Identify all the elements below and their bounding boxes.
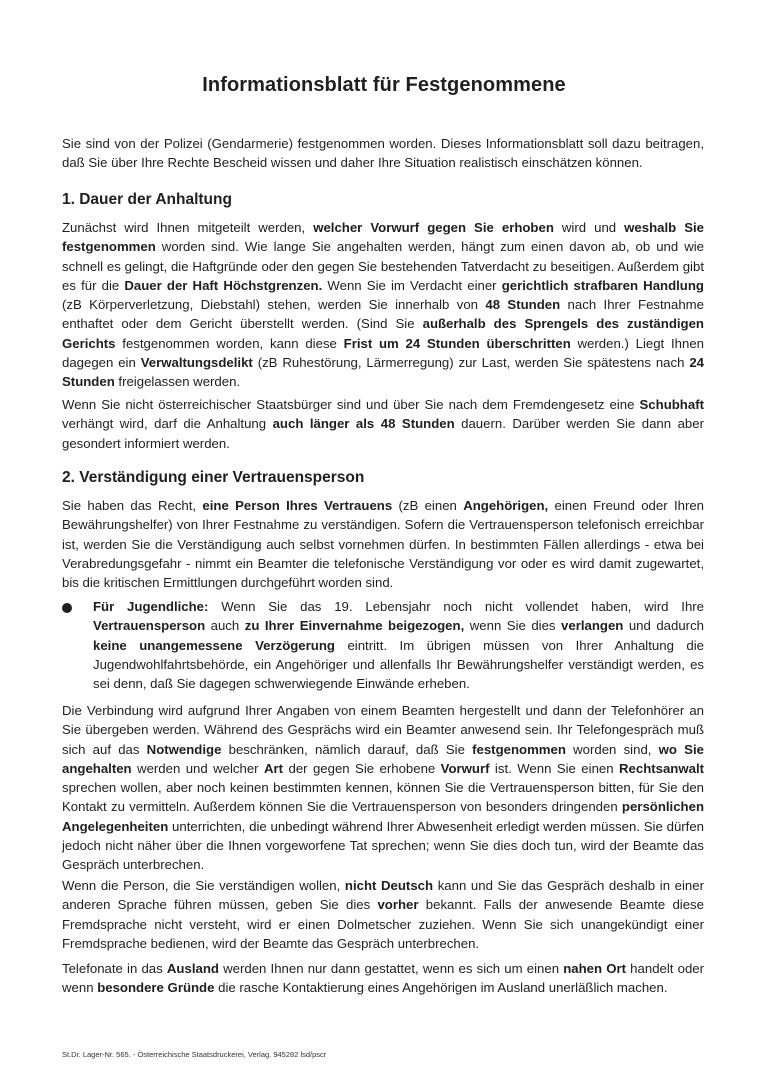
text-run: nach Ihrer Festnahme enthaftet oder dem Gericht überstellt werden. (Sind Sie <box>62 297 704 332</box>
emphasized-text: Angehörigen, <box>463 498 549 513</box>
section-2-paragraph-1 <box>62 496 704 592</box>
text-run: auch <box>205 618 245 634</box>
text-run: Wenn Sie das 19. Lebensjahr noch nicht vollendet haben, wird Ihre <box>208 599 704 614</box>
emphasized-text: zu Ihrer Einvernahme beigezogen, <box>244 618 465 634</box>
text-run: kann und Sie das Gespräch deshalb in einer anderen Sprache führen müssen, geben Sie dies <box>62 878 704 913</box>
emphasized-text: Ausland <box>166 961 219 976</box>
section-1-heading: 1. Dauer der Anhaltung <box>62 191 232 208</box>
emphasized-text: Vertrauensperson <box>93 618 206 634</box>
section-2-paragraph-4 <box>62 959 704 998</box>
emphasized-text: 48 Stunden <box>485 297 561 313</box>
intro-paragraph <box>62 134 704 173</box>
emphasized-text: vorher <box>377 897 419 913</box>
section-1-paragraph-2 <box>62 395 704 453</box>
text-run: dauern. Darüber werden Sie dann aber gesondert informiert werden. <box>62 416 704 451</box>
emphasized-text: verlangen <box>561 618 624 634</box>
text-run: festgenommen worden, kann diese <box>115 335 344 351</box>
text-run: bekannt. Falls der anwesende Beamte diese Fremdsprache nicht versteht, wird er einen Dolmetscher zuziehen. Wenn Sie sich unangekündigt einer Fremdsprache bedienen, wird der Beamte das Gespräch unterbrechen. <box>62 897 704 951</box>
text-run: eintritt. Im übrigen müssen von Ihrer Anhaltung die Jugendwohlfahrtsbehörde, ein Angehöriger und allenfalls Ihr Bewährungshelfer verständigt werden, es sei denn, daß Sie dagegen schwerwiegende Einwände erheben. <box>93 637 705 692</box>
text-run: Wenn die Person, die Sie verständigen wollen, <box>62 878 345 893</box>
emphasized-text: welcher Vorwurf gegen Sie erhoben <box>313 220 554 235</box>
emphasized-text: Vorwurf <box>440 760 490 776</box>
emphasized-text: Dauer der Haft Höchstgrenzen. <box>124 277 323 293</box>
text-run: unterrichten, die unbedingt während Ihrer Abwesenheit erledigt werden müssen. Sie dürfen jedoch nicht näher über die Ihnen vorgeworfene Tat sprechen; wenn Sie dies doch tun, wird der Beamte das Gespräch unterbrechen. <box>62 818 704 873</box>
emphasized-text: persönlichen Angelegenheiten <box>62 799 704 834</box>
text-run: werden Ihnen nur dann gestattet, wenn es sich um einen <box>218 961 564 976</box>
text-run: werden.) Liegt Ihnen dagegen ein <box>62 335 704 371</box>
emphasized-text: Schubhaft <box>639 397 704 412</box>
text-run: wird und <box>553 220 625 235</box>
text-run: Sie haben das Recht, <box>62 498 203 513</box>
emphasized-text: Frist um 24 Stunden überschritten <box>343 335 571 351</box>
text-run: einen Freund oder Ihren Bewährungshelfer) von Ihrer Festnahme zu verständigen. Sofern die Vertrauensperson telefonisch erreichbar ist, werden Sie die Verständigung auch selbst vornehmen dürfen. In bestimmten Fällen allerdings - etwa bei Verabredungsgefahr - nimmt ein Beamter die telefonische Verständigung vor oder es wird damit zugewartet, bis die kritischen Ermittlungen durchgeführt worden sind. <box>62 498 705 591</box>
text-run: und dadurch <box>623 618 705 634</box>
printer-footer: St.Dr. Lager-Nr. 565. - Österreichische Staatsdruckerei, Verlag. 945282 lsd/pscr <box>62 1050 327 1059</box>
text-run: ist. Wenn Sie einen <box>489 760 619 776</box>
text-run: der gegen Sie erhobene <box>283 760 441 776</box>
text-run: freigelassen werden. <box>114 374 241 390</box>
text-run: Sie sind von der Polizei (Gendarmerie) festgenommen worden. Dieses Informationsblatt soll dazu beitragen, daß Sie über Ihre Rechte Bescheid wissen und daher Ihre Situation realistisch einschätzen können. <box>62 136 704 171</box>
section-1-paragraph-1 <box>62 218 704 392</box>
text-run: beschränken, nämlich darauf, daß Sie <box>221 741 473 757</box>
text-run: Die Verbindung wird aufgrund Ihrer Angaben von einem Beamten hergestellt und dann der Telefonhörer an Sie übergeben werden. Während des Gesprächs wird ein Beamter anwesend sein. Ihr Telefongespräch muß sich auf das <box>62 703 704 757</box>
text-run: worden sind, <box>565 741 659 757</box>
text-run: werden und welcher <box>131 760 264 776</box>
text-run: worden sind. Wie lange Sie angehalten werden, hängt zum einen davon ab, ob und wie schnell es gelingt, die Haftgründe oder den gegen Sie bestehenden Tatverdacht zu beseitigen. Außerdem gibt es für die <box>62 239 704 293</box>
text-run: sprechen wollen, aber noch keinen bestimmten kennen, können Sie die Vertrauensperson bitten, für Sie den Kontakt zu vermitteln. Außerdem können Sie die Vertrauensperson von besonders dringenden <box>62 780 704 815</box>
emphasized-text: nicht Deutsch <box>344 878 434 893</box>
text-run: Wenn Sie nicht österreichischer Staatsbürger sind und über Sie nach dem Fremdengesetz eine <box>62 397 640 412</box>
text-run: die rasche Kontaktierung eines Angehörigen im Ausland unerläßlich machen. <box>214 980 668 996</box>
emphasized-text: weshalb Sie festgenommen <box>62 220 704 255</box>
emphasized-text: Art <box>264 760 284 776</box>
text-run: handelt oder wenn <box>62 961 705 996</box>
bullet-icon <box>62 603 72 613</box>
text-run: (zB einen <box>392 498 464 513</box>
emphasized-text: festgenommen <box>472 741 566 757</box>
emphasized-text: keine unangemessene Verzögerung <box>93 637 335 653</box>
text-run: Zunächst wird Ihnen mitgeteilt werden, <box>62 220 314 235</box>
emphasized-text: auch länger als 48 Stunden <box>272 416 455 432</box>
emphasized-text: besondere Gründe <box>97 980 215 996</box>
section-2-heading: 2. Verständigung einer Vertrauensperson <box>62 469 365 486</box>
emphasized-text: gerichtlich strafbaren Handlung <box>501 277 704 293</box>
emphasized-text: eine Person Ihres Vertrauens <box>202 498 393 513</box>
text-run: (zB Körperverletzung, Diebstahl) stehen, werden Sie innerhalb von <box>62 297 486 313</box>
youth-bullet-paragraph <box>93 597 704 693</box>
text-run: verhängt wird, darf die Anhaltung <box>62 416 273 432</box>
text-run: (zB Ruhestörung, Lärmerregung) zur Last, werden Sie spätestens nach <box>252 355 690 371</box>
emphasized-text: nahen Ort <box>563 961 627 976</box>
emphasized-text: Verwaltungsdelikt <box>140 355 253 371</box>
section-2-paragraph-3 <box>62 876 704 953</box>
text-run: Wenn Sie im Verdacht einer <box>322 277 502 293</box>
emphasized-text: Notwendige <box>146 741 222 757</box>
emphasized-text: Rechtsanwalt <box>619 760 705 776</box>
emphasized-text: wo Sie angehalten <box>62 741 704 776</box>
emphasized-text: außerhalb des Sprengels des zuständigen Gerichts <box>62 316 704 351</box>
text-run: wenn Sie dies <box>464 618 562 634</box>
document-title: Informationsblatt für Festgenommene <box>202 74 566 96</box>
emphasized-text: Für Jugendliche: <box>93 599 209 614</box>
section-2-paragraph-2 <box>62 701 704 875</box>
text-run: Telefonate in das <box>62 961 167 976</box>
emphasized-text: 24 Stunden <box>62 355 704 390</box>
